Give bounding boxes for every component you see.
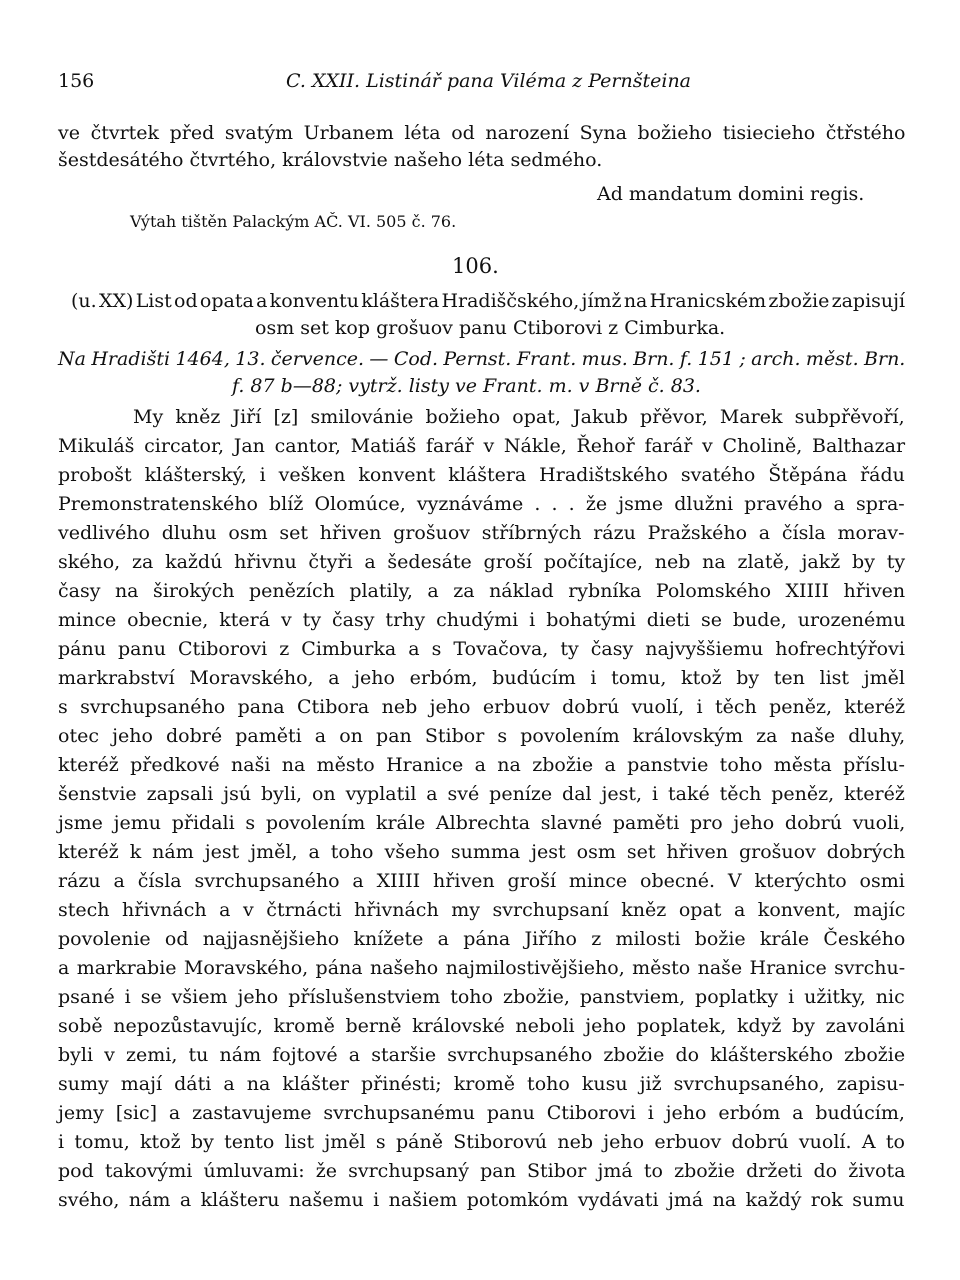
source-line: f. 87 b—88; vytrž. listy ve Frant. m. v Brně č. 83. [232,375,701,397]
body-line: šenstvie zapsali jsú byli, on vyplatil a své peníze dal jest, i také těch peněz, kteréž [58,783,905,805]
body-line: otec jeho dobré paměti a on pan Stibor s povolením královským za naše dluhy, [58,725,906,747]
body-line: byli v zemi, tu nám fojtové a staršie svrchupsaného zbožie do klášterského zbožie [58,1044,906,1066]
body-line: probošt klášterský, i vešken konvent kláštera Hradištského svatého Štěpána řádu [58,464,905,486]
document-number: 106. [452,254,499,278]
source-note: Výtah tištěn Palackým AČ. VI. 505 č. 76. [130,212,457,231]
body-line: markrabství Moravského, a jeho erbóm, budúcím i tomu, ktož by ten list jměl [58,667,905,689]
body-line: pánu panu Ctiborovi z Cimburka a s Tovačova, ty časy najvyššiemu hofrechtýřovi [58,638,905,660]
body-line: psané i se všiem jeho příslušenstviem toho zbožie, panstviem, poplatky i užitky, nic [58,986,905,1008]
page-header [58,70,903,100]
body-line: a markrabie Moravského, pána našeho najmilostivějšieho, město naše Hranice svrchu- [58,957,906,979]
body-line: vedlivého dluhu osm set hřiven grošuov stříbrných rázu Pražského a čísla morav- [58,522,905,544]
body-line: rázu a čísla svrchupsaného a XIIII hřiven groší mince obecné. V kterýchto osmi [58,870,905,892]
body-line: i tomu, ktož by tento list jměl s páně Stiborovú neb jeho erbuov dobrú vuolí. A to [58,1131,905,1153]
summary-line: (u. XX) List od opata a konventu kláštera Hradiščského, jímž na Hranicském zbožie zapisují [71,290,906,312]
running-title: C. XXII. Listinář pana Viléma z Pernšteina [286,70,692,92]
body-line: sumy mají dáti a na klášter přinésti; kromě toho kusu již svrchupsaného, zapisu- [58,1073,905,1095]
body-line: jemy [sic] a zastavujeme svrchupsanému panu Ctiborovi i jeho erbóm a budúcím, [58,1102,905,1124]
previous-text-line: ve čtvrtek před svatým Urbanem léta od narození Syna božieho tisiecieho čtřstého [58,122,906,144]
body-line: Premonstratenského blíž Olomúce, vyznáváme . . . že jsme dlužni pravého a spra- [58,493,905,515]
source-line: Na Hradišti 1464, 13. července. — Cod. Pernst. Frant. mus. Brn. f. 151 ; arch. měst. Brn. [58,348,906,370]
body-line: Mikuláš circator, Jan cantor, Matiáš farář v Nákle, Řehoř farář v Cholině, Balthazar [58,435,906,457]
body-line: pod takovými úmluvami: že svrchupsaný pan Stibor jmá to zbožie držeti do života [58,1160,906,1182]
summary-line: osm set kop grošuov panu Ctiborovi z Cimburka. [255,317,726,339]
body-line: ského, za každú hřivnu čtyři a šedesáte groší počítajíce, neb na zlatě, jakž by ty [58,551,906,573]
body-line: časy na širokých penězích platily, a za náklad rybníka Polomského XIIII hřiven [58,580,906,602]
body-line: s svrchupsaného pana Ctibora neb jeho erbuov dobrú vuolí, i těch peněz, kteréž [58,696,906,718]
body-line: jsme jemu přidali s povolením krále Albrechta slavné paměti pro jeho dobrú vuoli, [58,812,906,834]
body-line: My kněz Jiří [z] smilovánie božieho opat, Jakub přěvor, Marek subpřěvoří, [133,406,905,428]
body-line: stech hřivnách a v čtrnácti hřivnách my svrchupsaní kněz opat a konvent, majíc [58,899,906,921]
page-number: 156 [58,70,95,92]
body-line: povolenie od najjasnějšieho knížete a pána Jiřího z milosti božie krále Českého [58,928,906,950]
body-line: svého, nám a klášteru našemu i našiem potomkóm vydávati jmá na každý rok sumu [58,1189,905,1211]
body-line: kteréž k nám jest jměl, a toho všeho summa jest osm set hřiven grošuov dobrých [58,841,906,863]
closing-formula: Ad mandatum domini regis. [597,183,865,205]
body-line: sobě nepozůstavujíc, kromě berně královské neboli jeho poplatek, když by zavoláni [58,1015,905,1037]
previous-text-line: šestdesátého čtvrtého, královstvie našeho léta sedmého. [58,149,603,171]
body-line: kteréž předkové naši na město Hranice a na zbožie a panstvie toho města příslu- [58,754,905,776]
body-line: mince obecnie, která v ty časy trhy chudými i bohatými dieti se bude, urozenému [58,609,906,631]
